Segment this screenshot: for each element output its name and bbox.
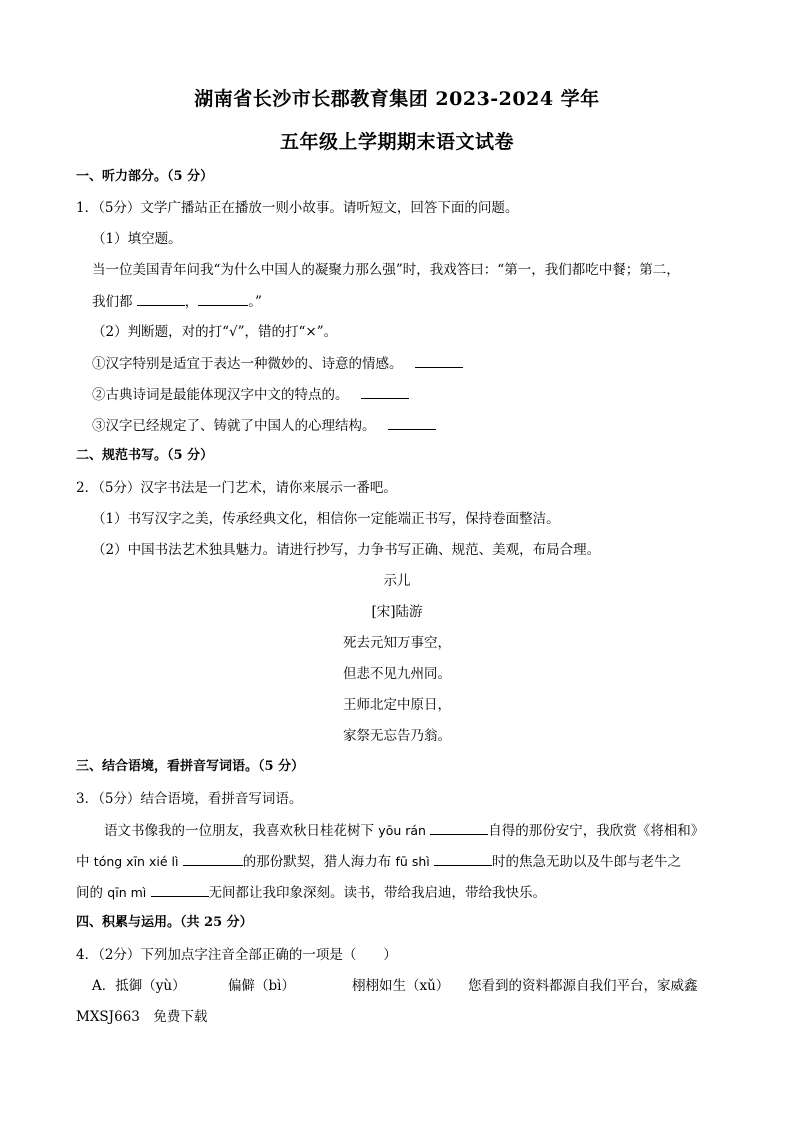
answer-blank[interactable]	[388, 416, 436, 430]
watermark-footer: MXSJ663 免费下载	[76, 1009, 208, 1025]
q1-text-suffix: 。”	[248, 294, 262, 310]
answer-blank[interactable]	[434, 852, 492, 866]
poem-author: [宋]陆游	[371, 604, 423, 620]
answer-blank[interactable]	[361, 385, 409, 399]
answer-blank[interactable]	[151, 883, 209, 897]
question-3: 3．（5分）结合语境，看拼音写词语。	[76, 791, 303, 807]
pinyin-prompt: qīn mì	[107, 885, 147, 900]
q4-option-a-word3: 栩栩如生（xǔ）	[352, 978, 450, 994]
judge-item-1-text: ①汉字特别是适宜于表达一种微妙的、诗意的情感。	[92, 356, 403, 372]
judge-item-2	[92, 385, 409, 404]
section-heading-listening: 一、听力部分。（5 分）	[76, 169, 214, 184]
watermark-text: 您看到的资料都源自我们平台，家威鑫	[468, 978, 698, 994]
poem-line: 王师北定中原日，	[343, 697, 451, 713]
pinyin-prompt: fū shì	[395, 854, 430, 869]
exam-title-line2: 五年级上学期期末语文试卷	[279, 131, 514, 153]
q3-text: 的那份默契，猎人海力布	[242, 854, 392, 870]
q3-text: 时的焦急无助以及牛郎与老牛之	[492, 854, 682, 870]
poem-line: 死去元知万事空，	[343, 635, 451, 651]
q1-part1-text-a: 当一位美国青年问我“为什么中国人的凝聚力那么强”时，我戏答曰：“第一，我们都吃中餐；第二，	[92, 262, 680, 278]
q3-text: 中	[76, 854, 90, 870]
q1-comma: ，	[184, 294, 199, 310]
q1-part1-text-b	[92, 292, 262, 311]
question-4: 4．（2分）下列加点字注音全部正确的一项是（ ）	[76, 947, 397, 963]
answer-blank[interactable]	[183, 852, 243, 866]
q4-option-a[interactable]: A．抵御（yù）	[92, 978, 186, 994]
section-heading-pinyin: 三、结合语境，看拼音写词语。（5 分）	[76, 759, 305, 774]
q4-option-a-word2: 偏僻（bì）	[228, 978, 295, 994]
q2-part2: （2）中国书法艺术独具魅力。请进行抄写，力争书写正确、规范、美观，布局合理。	[92, 542, 601, 558]
q3-line-3	[76, 883, 546, 902]
judge-item-3-text: ③汉字已经规定了、铸就了中国人的心理结构。	[92, 418, 376, 434]
poem-line: 但悲不见九州同。	[343, 666, 451, 682]
q3-line-2	[76, 852, 681, 871]
q3-text: 无间都让我印象深刻。读书，带给我启迪，带给我快乐。	[208, 885, 547, 901]
section-heading-accumulation: 四、积累与运用。（共 25 分）	[76, 915, 253, 930]
q1-text-prefix: 我们都	[92, 294, 133, 310]
answer-blank[interactable]	[415, 354, 463, 368]
judge-item-3	[92, 416, 436, 435]
q3-text: 自得的那份安宁，我欣赏《将相和》	[488, 823, 705, 839]
q2-part1: （1）书写汉字之美，传承经典文化，相信你一定能端正书写，保持卷面整洁。	[92, 511, 560, 527]
q3-text: 间的	[76, 885, 103, 901]
judge-item-2-text: ②古典诗词是最能体现汉字中文的特点的。	[92, 387, 349, 403]
pinyin-prompt: yōu rán	[378, 823, 426, 838]
q3-line-1	[104, 821, 704, 840]
q1-part1-label: （1）填空题。	[92, 231, 182, 247]
answer-blank[interactable]	[137, 292, 185, 306]
question-1: 1．（5分）文学广播站正在播放一则小故事。请听短文，回答下面的问题。	[76, 200, 519, 216]
poem-title: 示儿	[383, 573, 411, 589]
pinyin-prompt: tóng xīn xié lì	[93, 854, 179, 869]
question-2: 2．（5分）汉字书法是一门艺术，请你来展示一番吧。	[76, 480, 397, 496]
judge-item-1	[92, 354, 463, 373]
answer-blank[interactable]	[430, 821, 488, 835]
q1-part2-label: （2）判断题，对的打“√”，错的打“×”。	[92, 324, 338, 340]
answer-blank[interactable]	[198, 292, 248, 306]
q3-text: 语文书像我的一位朋友，我喜欢秋日桂花树下	[104, 823, 374, 839]
poem-line: 家祭无忘告乃翁。	[343, 728, 451, 744]
exam-title-line1: 湖南省长沙市长郡教育集团 2023-2024 学年	[194, 88, 600, 110]
section-heading-writing: 二、规范书写。（5 分）	[76, 448, 214, 463]
